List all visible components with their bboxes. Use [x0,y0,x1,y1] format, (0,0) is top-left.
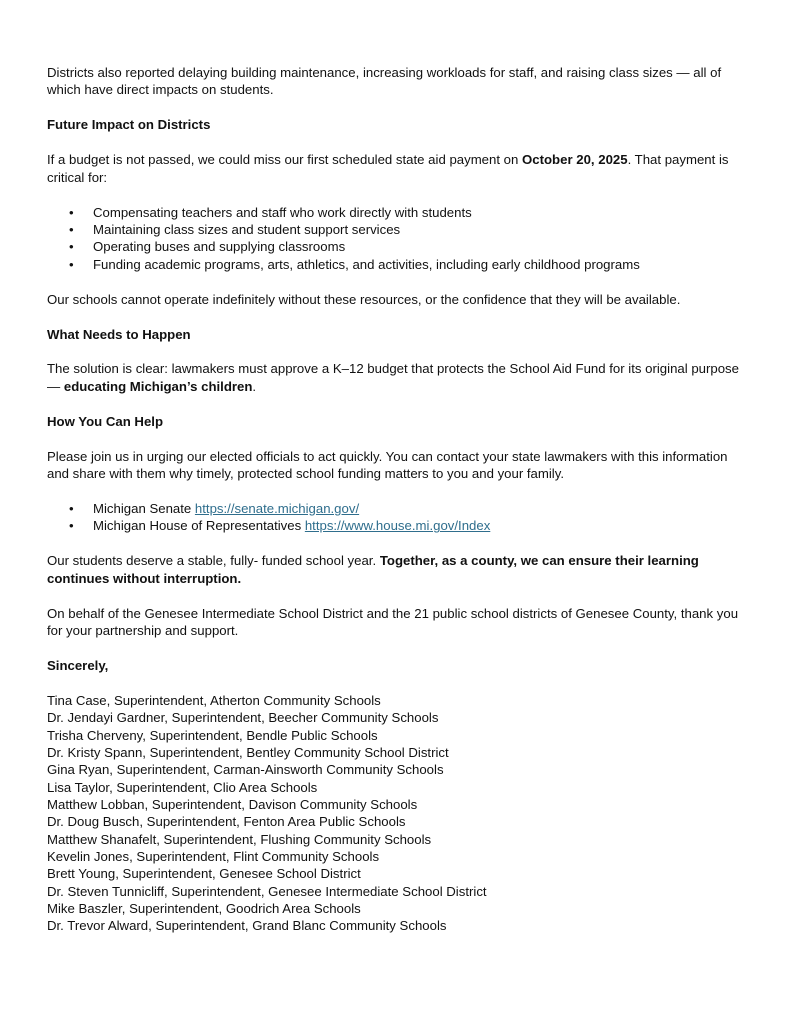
signer: Matthew Shanafelt, Superintendent, Flushing Community Schools [47,831,432,847]
signer: Tina Case, Superintendent, Atherton Community Schools [47,692,381,708]
signer: Brett Young, Superintendent, Genesee School District [47,866,361,882]
list-item: • Operating buses and supplying classrooms [69,239,346,255]
state-aid-paragraph [47,151,752,186]
list-item [47,517,752,534]
list-item: • Compensating teachers and staff who work directly with students [69,204,472,220]
signer: Trisha Cherveny, Superintendent, Bendle Public Schools [47,727,378,743]
signer: Dr. Jendayi Gardner, Superintendent, Beecher Community Schools [47,710,439,726]
payment-date: October 20, 2025 [522,152,628,168]
signer: Mike Baszler, Superintendent, Goodrich Area Schools [47,900,361,916]
bullet-icon: • [69,501,74,516]
signer: Dr. Trevor Alward, Superintendent, Grand Blanc Community Schools [47,918,447,934]
state-aid-text-end: . That payment is critical for: [47,152,729,185]
what-needs-heading: What Needs to Happen [47,326,191,342]
how-help-heading: How You Can Help [47,413,164,429]
signer: Matthew Lobban, Superintendent, Davison Community Schools [47,796,418,812]
letter-page [47,64,752,935]
signer: Lisa Taylor, Superintendent, Clio Area Schools [47,779,318,795]
behalf-paragraph: On behalf of the Genesee Intermediate School District and the 21 public school districts of Genesee County, thank you for your partnership and support. [47,605,739,639]
signer: Dr. Steven Tunnicliff, Superintendent, Genesee Intermediate School District [47,883,487,899]
intro-paragraph: Districts also reported delaying building maintenance, increasing workloads for staff, and raising class sizes — all of which have direct impacts on students. [47,65,722,98]
list-item [47,500,752,517]
sincerely-closing: Sincerely, [47,657,109,673]
house-label: Michigan House of Representatives [93,518,305,534]
signers-list [47,692,752,935]
state-aid-text: If a budget is not passed, we could miss our first scheduled state aid payment on [47,152,523,168]
critical-needs-list [47,204,752,274]
house-link[interactable]: https://www.house.mi.gov/Index [304,518,491,534]
solution-emphasis: educating Michigan’s children [63,378,253,394]
signer: Dr. Kristy Spann, Superintendent, Bentley Community School District [47,744,449,760]
help-paragraph: Please join us in urging our elected officials to act quickly. You can contact your state lawmakers with this information and share with them why timely, protected school funding matters to you and your family. [47,448,728,482]
senate-label: Michigan Senate [93,501,195,516]
senate-link[interactable]: https://senate.michigan.gov/ [194,501,360,516]
bullet-icon: • [69,221,74,237]
signer: Dr. Doug Busch, Superintendent, Fenton Area Public Schools [47,814,406,830]
lawmaker-links-list [47,500,752,535]
bullet-icon: • [69,204,74,220]
list-item: • Maintaining class sizes and student support services [69,221,401,237]
students-paragraph: Our students deserve a stable, fully- funded school year. Together, as a county, we can ensure their learning continues without interruption. [47,553,699,586]
future-impact-heading: Future Impact on Districts [47,117,211,133]
bullet-icon: • [69,518,74,534]
resources-paragraph: Our schools cannot operate indefinitely without these resources, or the confidence that they will be available. [47,291,681,307]
signer: Kevelin Jones, Superintendent, Flint Community Schools [47,848,380,864]
bullet-icon: • [69,239,74,255]
signer: Gina Ryan, Superintendent, Carman-Ainsworth Community Schools [47,762,444,778]
solution-paragraph: The solution is clear: lawmakers must approve a K–12 budget that protects the School Aid Fund for its original purpose — educating Michigan’s children. [47,361,739,394]
bullet-icon: • [69,256,74,272]
students-emphasis: Together, as a county, we can ensure their learning continues without interruption. [47,553,699,586]
list-item: • Funding academic programs, arts, athletics, and activities, including early childhood programs [69,256,640,272]
